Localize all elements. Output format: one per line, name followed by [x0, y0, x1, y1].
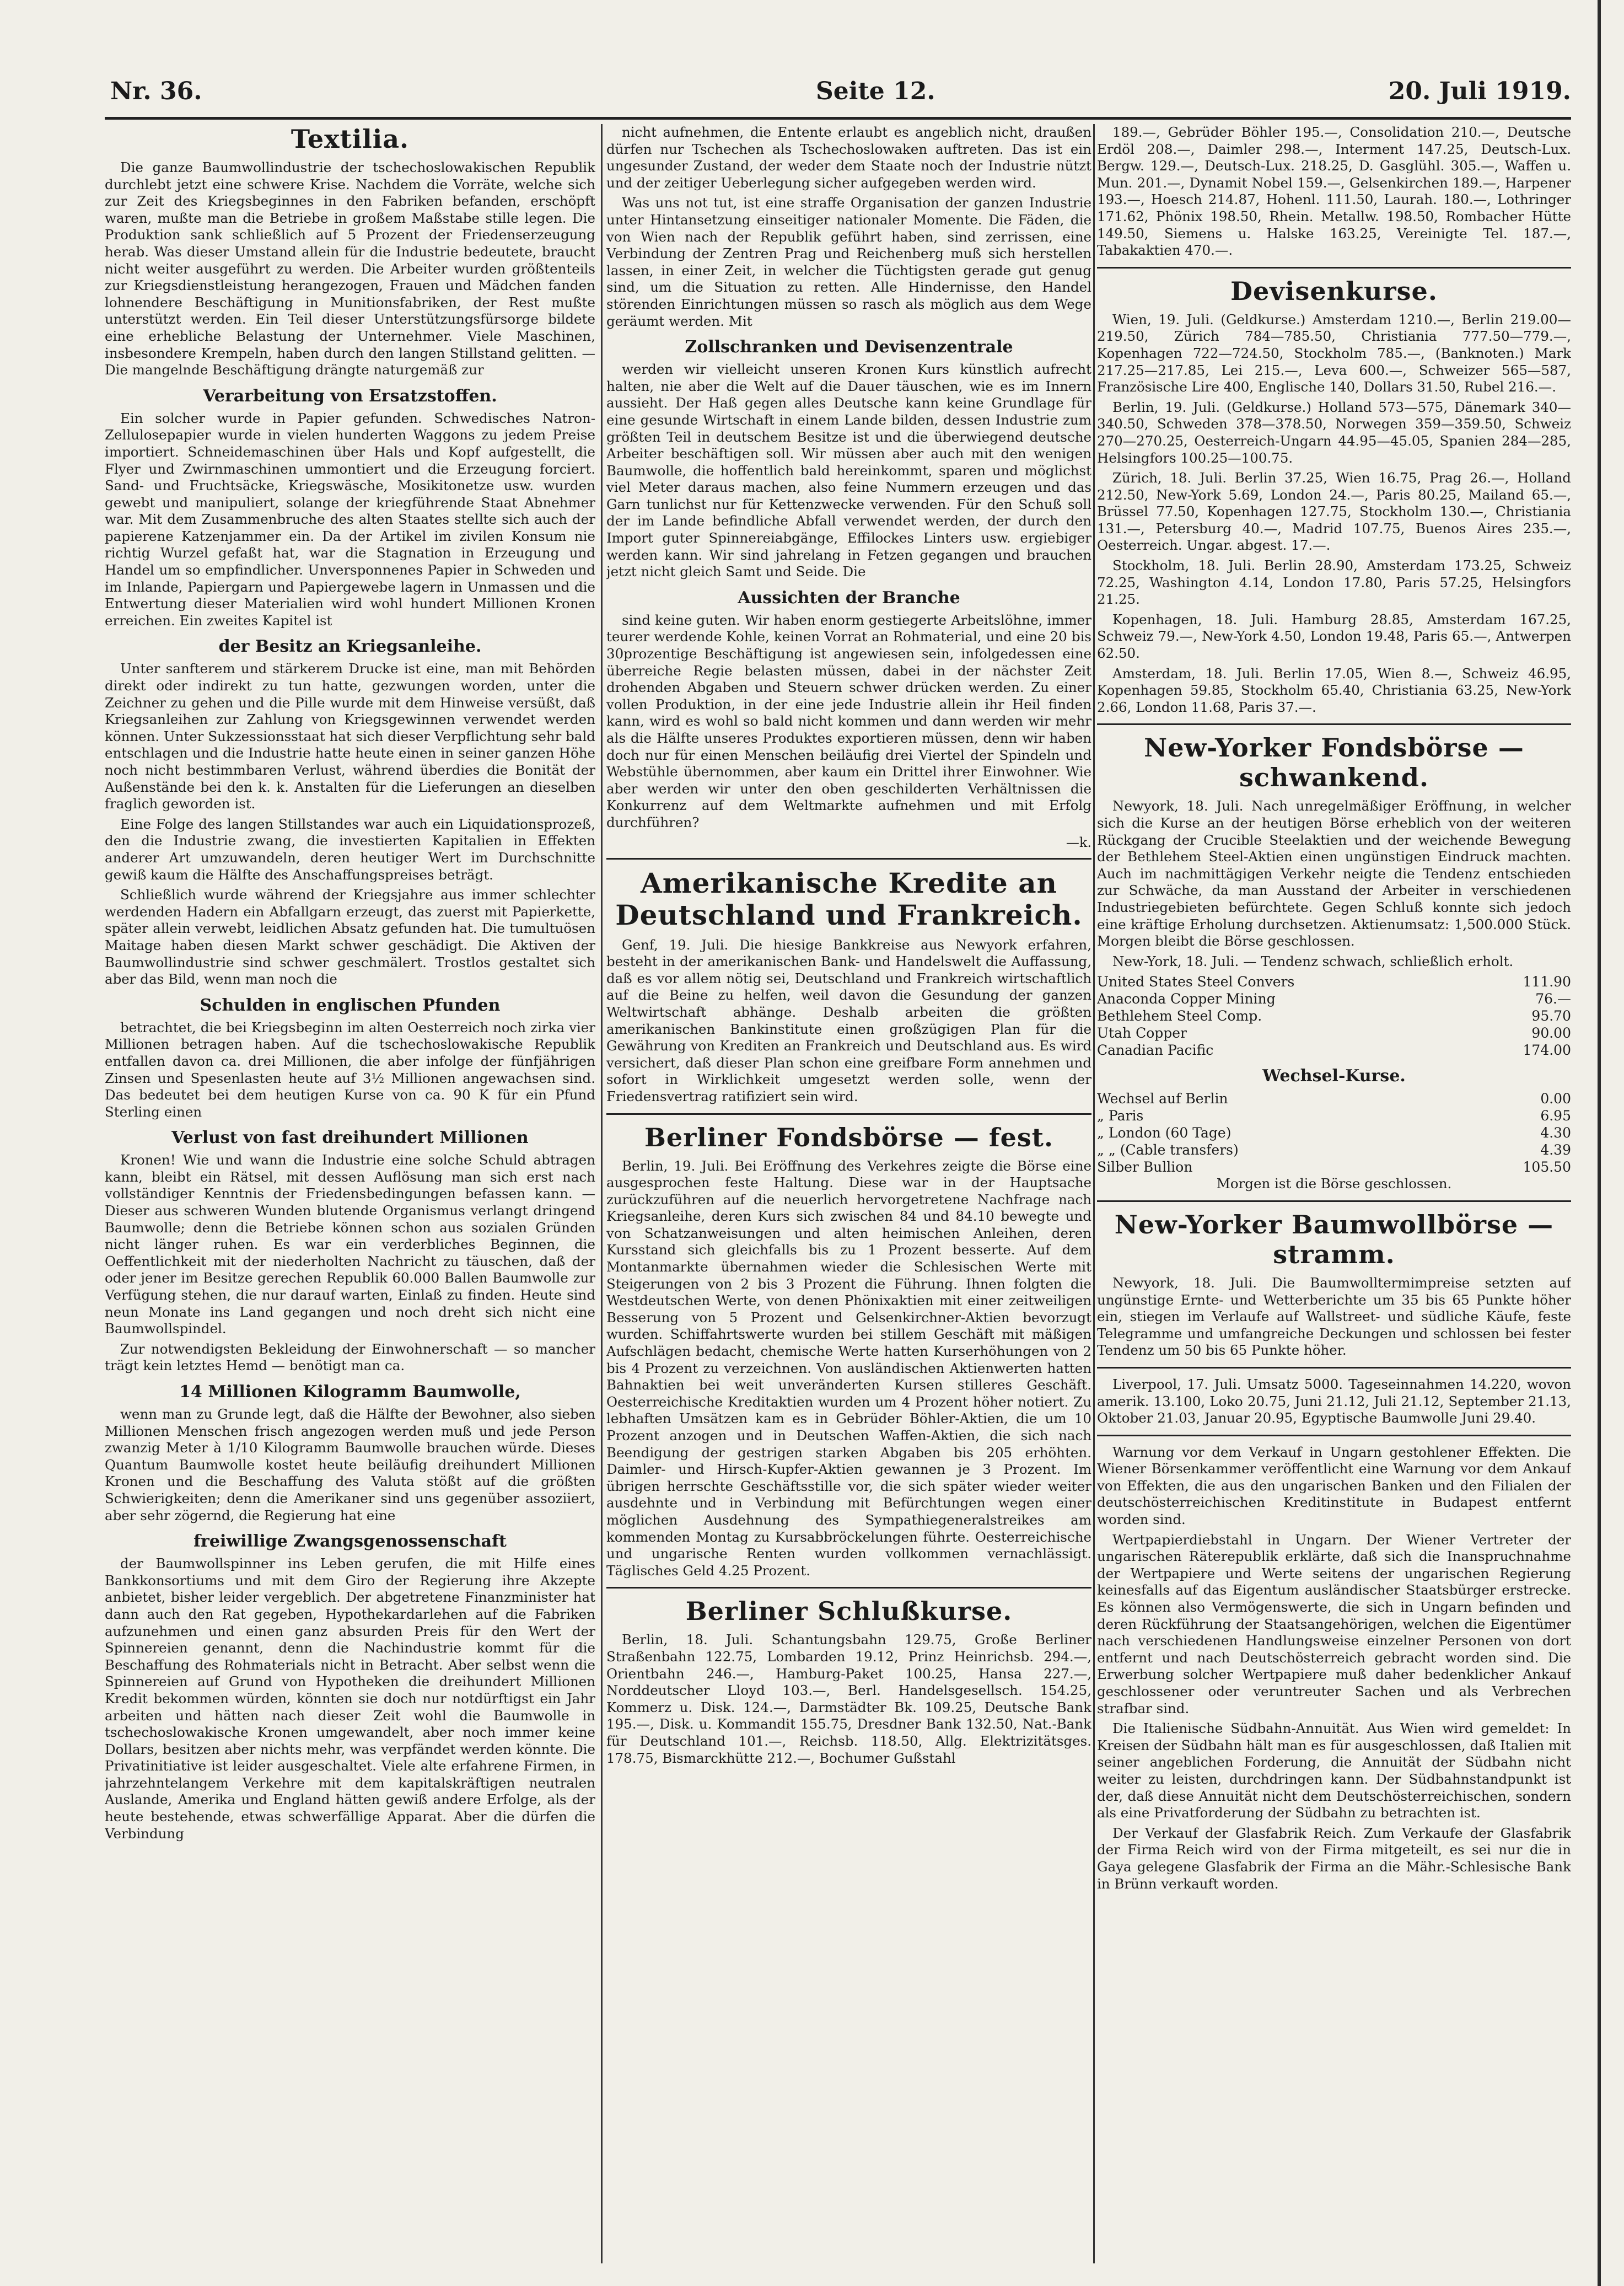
- table-row: [1097, 1042, 1571, 1059]
- article-title-schlusskurse: Berliner Schlußkurse.: [685, 1596, 1013, 1627]
- column-separator: [1093, 124, 1095, 2263]
- header-rule: [105, 117, 1571, 120]
- stock-name: Anaconda Copper Mining: [1097, 991, 1276, 1007]
- paragraph: Stockholm, 18. Juli. Berlin 28.90, Amsterdam 173.25, Schweiz 72.25, Washington 4.14, London 17.80, Paris 57.25, Helsingfors 21.25.: [1097, 557, 1571, 608]
- table-row: [1097, 1141, 1571, 1158]
- paragraph: Was uns not tut, ist eine straffe Organisation der ganzen Industrie unter Hintansetzung einseitiger nationaler Momente. Die Fäden, die von Wien nach der Republik geführt haben, sind zerrissen, eine Verbindung der Zentren Prag und Reichenberg muß sich herstellen lassen, in einer Zeit, in welcher die Tüchtigsten gerade gut genug sind, um die Situation zu retten. Alle Hindernisse, den Handel störenden Einrichtungen müssen so rasch als möglich aus dem Wege geräumt werden. Mit: [606, 195, 1091, 329]
- exchange-value: 0.00: [1540, 1091, 1571, 1107]
- exchange-value: 6.95: [1540, 1108, 1571, 1124]
- stock-value: 111.90: [1523, 974, 1571, 990]
- stock-name: Bethlehem Steel Comp.: [1097, 1008, 1262, 1024]
- stock-name: United States Steel Convers: [1097, 974, 1295, 990]
- paragraph: wenn man zu Grunde legt, daß die Hälfte der Bewohner, also sieben Millionen Menschen frisch angezogen werden muß und jede Person zwanzig Meter à 1/10 Kilogramm Baumwolle brauchen würde. Dieses Quantum Baumwolle kostet heute beiläufig dreihundert Millionen Kronen und die Beschaffung des Valuta stößt auf die größten Schwierigkeiten; denn die Amerikaner sind uns gegenüber assoziiert, aber sehr zögernd, die Regierung hat eine: [105, 1406, 595, 1523]
- paragraph: Morgen ist die Börse geschlossen.: [1216, 1176, 1452, 1192]
- table-row: [1097, 1090, 1571, 1107]
- page-number: Seite 12.: [816, 77, 935, 105]
- paragraph: Der Verkauf der Glasfabrik Reich. Zum Verkaufe der Glasfabrik der Firma Reich wird von der Firma mitgeteilt, es sei nur die in Gaya gelegene Glasfabrik der Firma an die Mähr.-Schlesische Bank in Brünn verkauft worden.: [1097, 1824, 1571, 1892]
- article-title-baumwollboerse: New-Yorker Baumwollbörse — stramm.: [1114, 1209, 1554, 1269]
- stock-value: 76.—: [1535, 991, 1571, 1007]
- paragraph: 189.—, Gebrüder Böhler 195.—, Consolidation 210.—, Deutsche Erdöl 208.—, Daimler 298.—, Interment 147.25, Deutsch-Lux. Bergw. 129.—, Deutsch-Lux. 218.25, D. Gasglühl. 305.—, Waffen u. Mun. 201.—, Dynamit Nobel 159.—, Gelsenkirchen 189.—, Harpener 193.—, Hoesch 214.87, Hohenl. 111.50, Laurah. 180.—, Lothringer 171.62, Phönix 198.50, Rhein. Metallw. 198.50, Rombacher Hütte 149.50, Siemens u. Halske 163.25, Vereinigte Tel. 187.—, Tabakaktien 470.—.: [1097, 124, 1571, 259]
- table-row: [1097, 1107, 1571, 1124]
- article-title-devisenkurse: Devisenkurse.: [1230, 276, 1438, 306]
- paragraph: Zur notwendigsten Bekleidung der Einwohnerschaft — so mancher trägt kein letztes Hemd — benötigt man ca.: [105, 1340, 595, 1374]
- exchange-value: 105.50: [1523, 1159, 1571, 1176]
- paragraph: Schließlich wurde während der Kriegsjahre aus immer schlechter werdenden Hadern ein Abfallgarn erzeugt, das zuerst mit Papierkette, später allein verwebt, leidlichen Absatz gefunden hat. Die tumultuösen Maitage haben diesen Markt schwer geschädigt. Die Aktiven der Baumwollindustrie sind schwer geschmälert. Trostlos gestaltet sich aber das Bild, wenn man noch die: [105, 887, 595, 988]
- section-rule: [606, 858, 1091, 860]
- stock-name: Canadian Pacific: [1097, 1042, 1214, 1059]
- page-header: [105, 77, 1571, 116]
- section-rule: [1097, 267, 1571, 269]
- paragraph: Zürich, 18. Juli. Berlin 37.25, Wien 16.75, Prag 26.—, Holland 212.50, New-York 5.69, London 24.—, Paris 80.25, Mailand 65.—, Brüssel 77.50, Kopenhagen 127.75, Stockholm 130.—, Christiania 131.—, Petersburg 40.—, Madrid 107.75, Buenos Aires 235.—, Oesterreich. Ungar. abgest. 17.—.: [1097, 470, 1571, 554]
- paragraph: werden wir vielleicht unseren Kronen Kurs künstlich aufrecht halten, nie aber die Welt auf die Dauer täuschen, wie es im Innern aussieht. Der Haß gegen alles Deutsche kann keine Grundlage für eine gesunde Wirtschaft in einem Lande bilden, dessen Industrie zum größten Teil in deutschem Besitze ist und die überwiegend deutsche Arbeiter beschäftigen soll. Wir müssen aber auch mit den wenigen Baumwolle, die hoffentlich bald hereinkommt, sparen und möglichst viel Meter daraus machen, also feine Nummern erzeugen und das Garn tunlichst nur für Kettenzwecke verwenden. Für den Schuß soll der im Lande befindliche Abfall verwendet werden, der durch den Import guter Spinnereiabgänge, Effilockes Linters usw. ergiebiger werden kann. Wir sind jahrelang in Fetzen gegangen und brauchen jetzt nicht gleich Samt und Seide. Die: [606, 361, 1091, 580]
- table-row: [1097, 973, 1571, 990]
- page-edge-rule: [1598, 0, 1601, 2286]
- exchange-value: 4.39: [1540, 1142, 1571, 1158]
- subheading: Wechsel-Kurse.: [1262, 1066, 1406, 1086]
- paragraph: Amsterdam, 18. Juli. Berlin 17.05, Wien 8.—, Schweiz 46.95, Kopenhagen 59.85, Stockholm 65.40, Christiania 63.25, New-York 2.66, London 11.68, Paris 37.—.: [1097, 665, 1571, 715]
- paragraph: Berlin, 18. Juli. Schantungsbahn 129.75, Große Berliner Straßenbahn 122.75, Lombarden 19.12, Prinz Heinrichsb. 294.—, Orientbahn 246.—, Hamburg-Paket 100.25, Hansa 227.—, Norddeutscher Lloyd 103.—, Berl. Handelsgesellsch. 154.25, Kommerz u. Disk. 124.—, Darmstädter Bk. 109.25, Deutsche Bank 195.—, Disk. u. Kommandit 155.75, Dresdner Bank 132.50, Nat.-Bank für Deutschland 101.—, Reichsb. 118.50, Allg. Elektrizitätsges. 178.75, Bismarckhütte 212.—, Bochumer Gußstahl: [606, 1632, 1091, 1766]
- paragraph: Berlin, 19. Juli. (Geldkurse.) Holland 573—575, Dänemark 340—340.50, Schweden 378—378.50, Norwegen 359—359.50, Schweiz 270—270.25, Oesterreich-Ungarn 44.95—45.05, Spanien 284—285, Helsingfors 100.25—100.75.: [1097, 399, 1571, 466]
- column-separator: [601, 124, 603, 2263]
- paragraph: Berlin, 19. Juli. Bei Eröffnung des Verkehres zeigte die Börse eine ausgesprochen feste Haltung. Diese war in der Hauptsache zurückzuführen auf die neuerlich hervorgetretene Nachfrage nach Kriegsanleihe, deren Kurs sich zwischen 84 und 84.10 bewegte und von Schatzanweisungen und alten heimischen Anleihen, deren Kursstand sich gleichfalls bis zu 1 Prozent besserte. Auf dem Montanmarkte übernahmen wieder die Schlesischen Werte mit Steigerungen von 2 bis 3 Prozent die Führung. Ihnen folgten die Westdeutschen Werte, von denen Phönixaktien mit einer zeitweiligen Besserung von 5 Prozent und Gelsenkirchner-Aktien bevorzugt wurden. Schiffahrtswerte wurden bei stillem Geschäft mit mäßigen Aufschlägen bedacht, chemische Werte hatten Kurserhöhungen von 2 bis 4 Prozent zu verzeichnen. Von ausländischen Aktienwerten hatten Bahnaktien bei weit unveränderten Kursen stilleres Geschäft. Oesterreichische Kreditaktien wurden um 4 Prozent höher notiert. Zu lebhaften Umsätzen kam es in Gebrüder Böhler-Aktien, die um 10 Prozent anzogen und in Deutschen Waffen-Aktien, die sich nach Beendigung der gestrigen starken Abgaben bis 205 erhöhten. Daimler- und Hirsch-Kupfer-Aktien gewannen je 3 Prozent. Im übrigen herrschte Geschäftsstille vor, die sich später wieder weiter ausdehnte und in Verbindung mit Befürchtungen wegen einer möglichen Ausdehnung des Sympathiegeneralstreikes am kommenden Montag zu Kursabbröckelungen führte. Oesterreichische und ungarische Renten wurden vollkommen vernachlässigt. Täglisches Geld 4.25 Prozent.: [606, 1157, 1091, 1579]
- stock-name: Utah Copper: [1097, 1025, 1187, 1042]
- article-title-newyork-fonds: New-Yorker Fondsbörse — schwankend.: [1144, 733, 1524, 793]
- paragraph: Die ganze Baumwollindustrie der tschechoslowakischen Republik durchlebt jetzt eine schwere Krise. Nachdem die Vorräte, welche sich zur Zeit des Kriegsbeginnes in den Fabriken befanden, erschöpft waren, mußte man die Betriebe in großem Maßstabe stille legen. Die Produktion sank schließlich auf 5 Prozent der Friedenserzeugung herab. Was dieser Umstand allein für die Industrie bedeutete, braucht nicht weiter ausgeführt zu werden. Die Arbeiter wurden größtenteils zur Kriegsdienstleistung herangezogen, Frauen und Mädchen fanden lohnendere Beschäftigung in Munitionsfabriken, der Rest mußte unterstützt werden. Ein Teil dieser Unterstützungsfürsorge bildete eine erhebliche Belastung der Unternehmer. Viele Maschinen, insbesondere Krempeln, haben durch den langen Stillstand gelitten. — Die mangelnde Beschäftigung drängte naturgemäß zur: [105, 159, 595, 378]
- issue-number: Nr. 36.: [110, 77, 202, 105]
- exchange-name: „ Paris: [1097, 1108, 1144, 1124]
- exchange-table: [1097, 1090, 1571, 1176]
- paragraph: Newyork, 18. Juli. Nach unregelmäßiger Eröffnung, in welcher sich die Kurse an der heutigen Börse erheblich von der weiteren Rückgang der Crucible Steelaktien und der weichende Bewegung der Bethlehem Steel-Aktien einen ungünstigen Eindruck machten. Auch im nachmittägigen Verkehr neigte die Tendenz entschieden zur Schwäche, da man Ausstand der Arbeiter in verschiedenen Industriegebieten befürchtete. Gegen Schluß konnte sich jedoch eine kräftige Erholung durchsetzen. Aktienumsatz: 1,500.000 Stück. Morgen bleibt die Börse geschlossen.: [1097, 798, 1571, 949]
- paragraph: Unter sanfterem und stärkerem Drucke ist eine, man mit Behörden direkt oder indirekt zu tun hatte, gezwungen worden, unter die Zeichner zu gehen und die Pille wurde mit dem Hinweise versüßt, daß Kriegsanleihen zur Zahlung von Kriegsgewinnen verwendet werden können. Unter Sukzessionsstaat hat sich dieser Verpflichtung sehr bald entschlagen und die Industrie hatte heute einen in seiner ganzen Höhe noch nicht bestimmbaren Verlust, während überdies die Bonität der Außenstände bei den k. k. Anstalten für die Lieferungen an dieselben fraglich geworden ist.: [105, 661, 595, 812]
- paragraph: nicht aufnehmen, die Entente erlaubt es angeblich nicht, draußen dürfen nur Tschechen als Tschechoslowaken auftreten. Das ist ein ungesunder Zustand, der weder dem Staate noch der Industrie nützt und der zeitiger Ueberlegung sicher aufgegeben werden wird.: [606, 124, 1091, 191]
- subheading: Aussichten der Branche: [738, 588, 960, 608]
- stock-value: 95.70: [1531, 1008, 1571, 1024]
- paragraph: Genf, 19. Juli. Die hiesige Bankkreise aus Newyork erfahren, besteht in der amerikanischen Bank- und Handelswelt die Auffassung, daß es vor allem nötig sei, Deutschland und Frankreich wirtschaftlich auf die Beine zu helfen, weil davon die Gesundung der ganzen Weltwirtschaft abhänge. Deshalb arbeiten die größten amerikanischen Bankinstitute einen großzügigen Plan für die Gewährung von Krediten an Frankreich und Deutschland aus. Es wird versichert, daß dieser Plan schon eine greifbare Form annehmen und sofort in Wirklichkeit umgesetzt werden solle, wenn der Friedensvertrag ratifiziert sein wird.: [606, 936, 1091, 1104]
- table-row: [1097, 1158, 1571, 1176]
- column-2: [606, 124, 1091, 2263]
- subheading: Schulden in englischen Pfunden: [200, 995, 501, 1015]
- subheading: 14 Millionen Kilogramm Baumwolle,: [179, 1382, 521, 1402]
- paragraph: New-York, 18. Juli. — Tendenz schwach, schließlich erholt.: [1112, 953, 1514, 969]
- paragraph: Kronen! Wie und wann die Industrie eine solche Schuld abtragen kann, bleibt ein Rätsel, mit dessen Auflösung man sich erst nach vollständiger Kenntnis der Friedensbedingungen befassen kann. — Dieser aus schweren Wunden blutende Organismus verlangt dringend Baumwolle; denn die Betriebe können schon aus sozialen Gründen nicht länger ruhen. Es war ein verderbliches Beginnen, die Oeffentlichkeit mit der niederholten Nachricht zu täuschen, daß der oder jener im Besitze gerechen Republik 60.000 Ballen Baumwolle zur Verfügung stehen, die nur darauf warten, Einlaß zu finden. Heute sind neun Monate ins Land gegangen und noch dreht sich nicht eine Baumwollspindel.: [105, 1152, 595, 1337]
- paragraph: sind keine guten. Wir haben enorm gestiegerte Arbeitslöhne, immer teurer werdende Kohle, keinen Vorrat an Rohmaterial, und eine 20 bis 30prozentige Beschäftigung ist angewiesen sein, infolgedessen eine überreiche Regie belasten müssen, dabei in der nächster Zeit drohenden Abgaben und Steuern schwer drücken werden. Zu einer vollen Produktion, in der eine jede Industrie allein ihr Heil finden kann, wird es wohl so bald nicht kommen und dann werden wir mehr als die Hälfte unseres Produktes exportieren müssen, denn wir haben doch nur für einen Menschen beiläufig drei Viertel der Spindeln und Webstühle übernommen, aber kaum ein Drittel ihrer Einwohner. Wie aber werden wir unter den oben geschilderten Verhältnissen die Konkurrenz auf dem Weltmarkte aufnehmen und mit Erfolg durchführen?: [606, 611, 1091, 830]
- exchange-value: 4.30: [1540, 1125, 1571, 1141]
- stock-table: [1097, 973, 1571, 1059]
- section-rule: [606, 1587, 1091, 1589]
- paragraph: Wien, 19. Juli. (Geldkurse.) Amsterdam 1210.—, Berlin 219.00—219.50, Zürich 784—785.50, Christiania 777.50—779.—, Kopenhagen 722—724.50, Stockholm 785.—, (Banknoten.) Mark 217.25—217.85, Lei 215.—, Leva 600.—, Schweizer 565—587, Französische Lire 400, Englische 140, Dollars 31.50, Rubel 216.—.: [1097, 311, 1571, 395]
- exchange-name: „ „ (Cable transfers): [1097, 1142, 1239, 1158]
- table-row: [1097, 1124, 1571, 1141]
- section-rule: [606, 1113, 1091, 1115]
- paragraph: betrachtet, die bei Kriegsbeginn im alten Oesterreich noch zirka vier Millionen betragen haben. Auf die tschechoslowakische Republik entfallen davon ca. drei Millionen, die aber infolge der fünfjährigen Zinsen und Spesenlasten heute auf 3½ Millionen angewachsen sind. Das bedeutet bei dem heutigen Kurse von ca. 90 K für ein Pfund Sterling einen: [105, 1019, 595, 1120]
- paragraph: Liverpool, 17. Juli. Umsatz 5000. Tageseinnahmen 14.220, wovon amerik. 13.100, Loko 20.75, Juni 21.12, Juli 21.12, September 21.13, Oktober 21.03, Januar 20.95, Egyptische Baumwolle Juni 29.40.: [1097, 1376, 1571, 1426]
- paragraph: Kopenhagen, 18. Juli. Hamburg 28.85, Amsterdam 167.25, Schweiz 79.—, New-York 4.50, London 19.48, Paris 65.—, Antwerpen 62.50.: [1097, 611, 1571, 662]
- table-row: [1097, 990, 1571, 1007]
- article-title-kredite: Amerikanische Kredite an Deutschland und Frankreich.: [615, 866, 1083, 931]
- subheading: Verarbeitung von Ersatzstoffen.: [203, 386, 497, 406]
- subheading: der Besitz an Kriegsanleihe.: [218, 637, 482, 657]
- article-title-textilia: Textilia.: [291, 124, 410, 154]
- section-rule: [1097, 1367, 1571, 1369]
- exchange-name: Silber Bullion: [1097, 1159, 1193, 1176]
- subheading: Verlust von fast dreihundert Millionen: [171, 1128, 529, 1148]
- table-row: [1097, 1007, 1571, 1024]
- exchange-name: Wechsel auf Berlin: [1097, 1091, 1228, 1107]
- exchange-name: „ London (60 Tage): [1097, 1125, 1232, 1141]
- table-row: [1097, 1024, 1571, 1042]
- paragraph: Newyork, 18. Juli. Die Baumwolltermimpreise setzten auf ungünstige Ernte- und Wetterberichte um 35 bis 65 Punkte höher ein, stiegen im Verlaufe auf Wallstreet- und südliche Käufe, feste Telegramme und umfangreiche Deckungen und schlossen bei fester Tendenz um 50 bis 65 Punkte höher.: [1097, 1274, 1571, 1359]
- section-rule: [1097, 1200, 1571, 1202]
- stock-value: 90.00: [1531, 1025, 1571, 1042]
- subheading: freiwillige Zwangsgenossenschaft: [193, 1532, 507, 1552]
- paragraph: Ein solcher wurde in Papier gefunden. Schwedisches Natron-Zellulosepapier wurde in vielen hunderten Waggons zu jedem Preise importiert. Schneidemaschinen über Hals und Kopf aufgestellt, die Flyer und Zwirnmaschinen ummontiert und die Erzeugung forciert. Sand- und Fruchtsäcke, Kriegswäsche, Mosikitonetze usw. wurden gewebt und manipuliert, solange der kriegführende Staat Abnehmer war. Mit dem Zusammenbruche des alten Staates stellte sich auch der papierene Katzenjammer ein. Da der Artikel im zivilen Konsum nie richtig Wurzel gefaßt hat, war die Stagnation in Erzeugung und Handel um so empfindlicher. Unversponnenes Papier in Schweden und im Inlande, Papiergarn und Papiergewebe lagern in Unmassen und die Entwertung dieser Materialien wird wohl hundert Millionen Kronen erreichen. Ein zweites Kapitel ist: [105, 410, 595, 629]
- column-3: [1097, 124, 1571, 2263]
- paragraph: der Baumwollspinner ins Leben gerufen, die mit Hilfe eines Bankkonsortiums und mit dem Giro der Regierung ihre Akzepte anbietet, bisher leider vergeblich. Der abgetretene Finanzminister hat dann auch den Rat gegeben, Hypothekardarlehen auf die Fabriken aufzunehmen und einen ganz absurden Preis für den Wert der Spinnereien genannt, denn die Nachindustrie kommt für die Beschaffung des Rohmaterials nicht in Betracht. Aber selbst wenn die Spinnereien auf Grund von Hypotheken die dreihundert Millionen Kredit bekommen würden, könnten sie doch nur notdürftigst ein Jahr arbeiten und hätten nach dieser Zeit wohl die Baumwolle in tschechoslowakische Kronen umgewandelt, aber noch immer keine Dollars, besitzen aber nichts mehr, was verpfändet werden könnte. Die Privatinitiative ist leider ausgeschaltet. Viele alte erfahrene Firmen, in jahrzehntelangem Verkehre mit dem kapitalskräftigen neutralen Auslande, Amerika und England hätten gewiß andere Erfolge, als der heute bestehende, etwas schwerfällige Apparat. Aber die dürfen die Verbindung: [105, 1555, 595, 1842]
- paragraph: Wertpapierdiebstahl in Ungarn. Der Wiener Vertreter der ungarischen Räterepublik erklärte, daß sich die Inanspruchnahme der Wertpapiere und Werte seitens der ungarischen Regierung keinesfalls auf das Eigentum ausländischer Staatsbürger erstrecke. Es können also Vermögenswerte, die sich in Ungarn befinden und deren Rückführung der Staatsangehörigen, welchen die Eigentümer nach verschiedenen Handlungsweise einzelner Personen von dort entfernt und nach Deutschösterreich gebracht worden sind. Die Erwerbung solcher Wertpapiere muß daher bedenklicher Ankauf geschlossener oder veruntreuter Sachen und als Verbrechen strafbar sind.: [1097, 1531, 1571, 1716]
- issue-date: 20. Juli 1919.: [1388, 77, 1571, 105]
- paragraph: Die Italienische Südbahn-Annuität. Aus Wien wird gemeldet: In Kreisen der Südbahn hält man es für ausgeschlossen, daß Italien mit seiner angeblichen Forderung, die Annuität der Südbahn nicht weiter zu leisten, durchdringen kann. Der Südbahnstandpunkt ist der, daß diese Annuität nicht dem Deutschösterreichischen, sondern als eine Privatforderung der Südbahn zu betrachten ist.: [1097, 1720, 1571, 1821]
- author-signature: —k.: [1066, 834, 1091, 850]
- article-title-fondsboerse: Berliner Fondsbörse — fest.: [644, 1122, 1054, 1152]
- paragraph: Warnung vor dem Verkauf in Ungarn gestohlener Effekten. Die Wiener Börsenkammer veröffentlicht eine Warnung vor dem Ankauf von Effekten, die aus den ungarischen Banken und den Filialen der deutschösterreichischen Kreditinstitute in Budapest entfernt worden sind.: [1097, 1443, 1571, 1528]
- column-1: [105, 124, 595, 2263]
- paragraph: Eine Folge des langen Stillstandes war auch ein Liquidationsprozeß, den die Industrie zwang, die investierten Kapitalien in Effekten anderer Art umzuwandeln, deren heutiger Wert im Durchschnitte gewiß kaum die Hälfte des Anschaffungspreises beträgt.: [105, 815, 595, 883]
- stock-value: 174.00: [1523, 1042, 1571, 1059]
- section-rule: [1097, 723, 1571, 725]
- section-rule: [1097, 1435, 1571, 1436]
- subheading: Zollschranken und Devisenzentrale: [685, 337, 1013, 357]
